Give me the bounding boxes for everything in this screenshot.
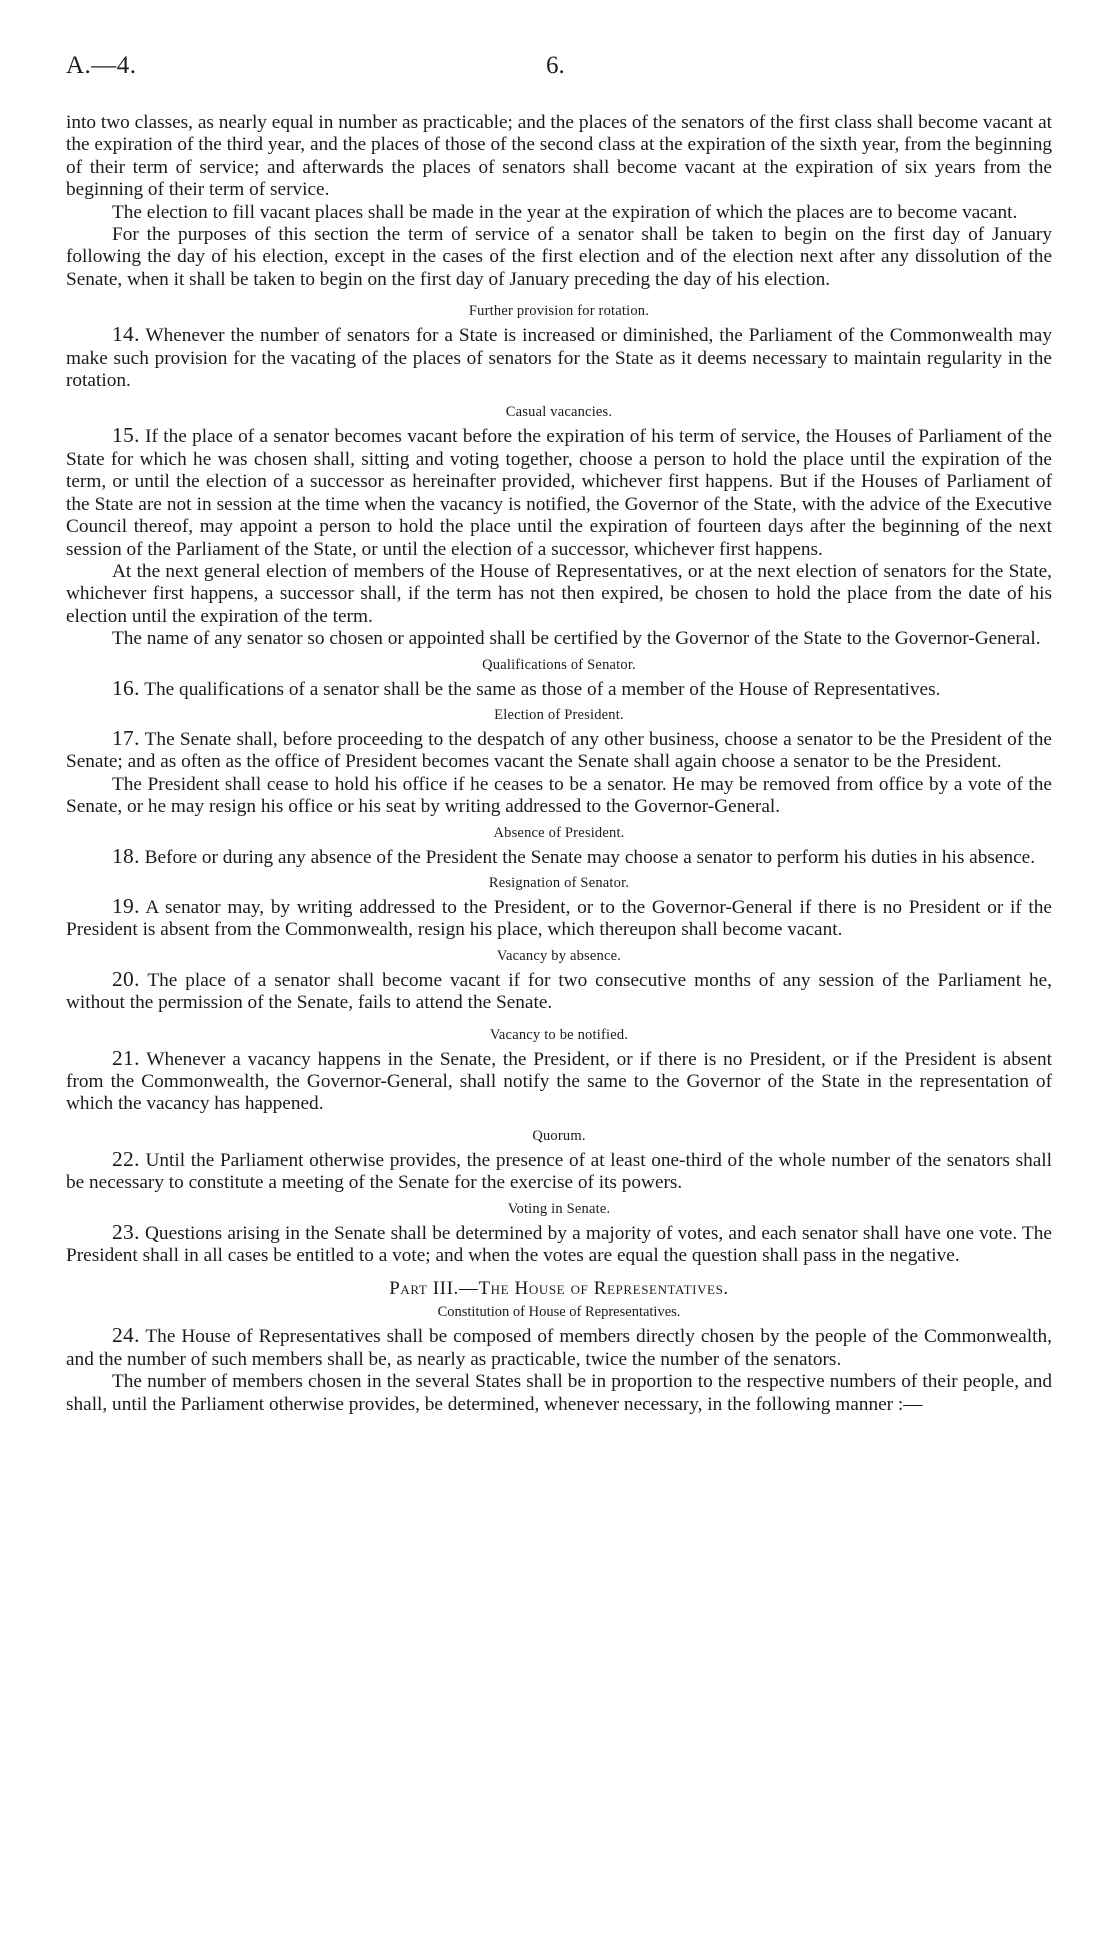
paragraph: For the purposes of this section the term of service of a senator shall be taken to begin on the first day of January following the day of his election, except in the cases of the first election and of the election next after any dissolution of the Senate, when it shall be taken to begin on the first day of January preceding the day of his election. bbox=[66, 224, 1052, 290]
paragraph: The name of any senator so chosen or appointed shall be certified by the Governor of the State to the Governor-General. bbox=[112, 628, 1041, 650]
section-number: 16. bbox=[112, 675, 140, 700]
section-23 bbox=[66, 1221, 1052, 1268]
section-text: The place of a senator shall become vacant if for two consecutive months of any session of the Parliament he, without the permission of the Senate, fails to attend the Senate. bbox=[66, 969, 1052, 1014]
section-heading: Vacancy by absence. bbox=[496, 947, 622, 964]
section-heading: Election of President. bbox=[494, 706, 624, 723]
section-number: 20. bbox=[112, 966, 140, 991]
page-number: 6. bbox=[546, 52, 565, 79]
section-text: A senator may, by writing addressed to the President, or to the Governor-General if there is no President or if the President is absent from the Commonwealth, resign his place, which thereupon shall become vacant. bbox=[66, 896, 1052, 941]
section-text: Until the Parliament otherwise provides, the presence of at least one-third of the whole number of the senators shall be necessary to constitute a meeting of the Senate for the exercise of its powers. bbox=[66, 1149, 1053, 1194]
section-number: 23. bbox=[112, 1219, 140, 1244]
section-20 bbox=[66, 968, 1052, 1015]
section-number: 17. bbox=[112, 725, 140, 750]
section-text: The Senate shall, before proceeding to the despatch of any other business, choose a senator to be the President of the Senate; and as often as the office of President becomes vacant the Senate shall again choose a senator to be the President. bbox=[66, 728, 1052, 773]
section-heading: Qualifications of Senator. bbox=[482, 656, 636, 673]
section-text: Whenever a vacancy happens in the Senate, the President, or if there is no President, or if the President is absent from the Commonwealth, the Governor-General, shall notify the same to the Governor of the State in the representation of which the vacancy has happened. bbox=[66, 1048, 1052, 1115]
document-body bbox=[66, 112, 1052, 1416]
section-heading: Resignation of Senator. bbox=[488, 874, 630, 891]
section-heading: Absence of President. bbox=[493, 824, 625, 841]
section-17 bbox=[66, 727, 1052, 774]
section-heading: Vacancy to be notified. bbox=[489, 1026, 629, 1043]
paragraph: The number of members chosen in the several States shall be in proportion to the respective numbers of their people, and shall, until the Parliament otherwise provides, be determined, whenever necessary, in the following manner :— bbox=[66, 1371, 1052, 1415]
part-heading bbox=[66, 1277, 1052, 1301]
section-24 bbox=[66, 1324, 1052, 1371]
section-number: 19. bbox=[112, 893, 140, 918]
page-header bbox=[66, 52, 1056, 88]
document-reference: A.—4. bbox=[66, 52, 137, 79]
section-text: Questions arising in the Senate shall be determined by a majority of votes, and each senator shall have one vote. The President shall in all cases be entitled to a vote; and when the votes are equal the question shall pass in the negative. bbox=[66, 1222, 1052, 1267]
section-text: Whenever the number of senators for a State is increased or diminished, the Parliament of the Commonwealth may make such provision for the vacating of the places of senators for the State as it deems necessary to maintain regularity in the rotation. bbox=[66, 325, 1052, 392]
section-heading: Casual vacancies. bbox=[505, 404, 613, 421]
section-19 bbox=[66, 895, 1052, 942]
section-number: 22. bbox=[112, 1146, 140, 1171]
section-heading: Voting in Senate. bbox=[507, 1200, 611, 1217]
section-number: 21. bbox=[112, 1045, 140, 1070]
section-text: The House of Representatives shall be composed of members directly chosen by the people of the Commonwealth, and the number of such members shall be, as nearly as practicable, twice the number of the senators. bbox=[66, 1326, 1052, 1370]
section-heading: Further provision for rotation. bbox=[468, 303, 650, 320]
section-heading: Constitution of House of Representatives. bbox=[437, 1304, 681, 1321]
paragraph: The election to fill vacant places shall be made in the year at the expiration of which the places are to become vacant. bbox=[112, 201, 1018, 223]
paragraph-continued: into two classes, as nearly equal in number as practicable; and the places of the senators of the first class shall become vacant at the expiration of the third year, and the places of those of the second class at the expiration of the sixth year, from the beginning of their term of service; and afterwards the places of senators shall become vacant at the expiration of six years from the beginning of their term of service. bbox=[66, 112, 1052, 201]
section-15 bbox=[66, 424, 1052, 560]
section-number: 14. bbox=[112, 322, 140, 347]
section-heading: Quorum. bbox=[532, 1127, 586, 1144]
section-number: 15. bbox=[112, 423, 140, 448]
section-text: Before or during any absence of the President the Senate may choose a senator to perform his duties in his absence. bbox=[144, 846, 1036, 868]
section-text: If the place of a senator becomes vacant before the expiration of his term of service, the Houses of Parliament of the State for which he was chosen shall, sitting and voting together, choose a person to hold the place until the expiration of the term, or until the election of a successor as hereinafter provided, whichever first happens. But if the Houses of Parliament of the State are not in session at the time when the vacancy is notified, the Governor of the State, with the advice of the Executive Council thereof, may appoint a person to hold the place until the expiration of fourteen days after the beginning of the next session of the Parliament of the State, or until the election of a successor, whichever first happens. bbox=[66, 426, 1052, 560]
paragraph: The President shall cease to hold his office if he ceases to be a senator. He may be removed from office by a vote of the Senate, or he may resign his office or his seat by writing addressed to the Governor-General. bbox=[66, 773, 1052, 818]
section-21 bbox=[66, 1047, 1052, 1116]
section-number: 24. bbox=[112, 1323, 140, 1348]
section-16 bbox=[66, 677, 1052, 701]
part-title: Part III.—The House of Representatives. bbox=[389, 1278, 729, 1300]
paragraph: At the next general election of members of the House of Representatives, or at the next election of senators for the State, whichever first happens, a successor shall, if the term has not then expired, be chosen to hold the place from the date of his election until the expiration of the term. bbox=[66, 560, 1052, 627]
section-text: The qualifications of a senator shall be the same as those of a member of the House of Representatives. bbox=[144, 678, 941, 700]
section-18 bbox=[66, 845, 1052, 869]
section-14 bbox=[66, 323, 1052, 392]
section-22 bbox=[66, 1148, 1052, 1195]
section-number: 18. bbox=[112, 843, 140, 868]
